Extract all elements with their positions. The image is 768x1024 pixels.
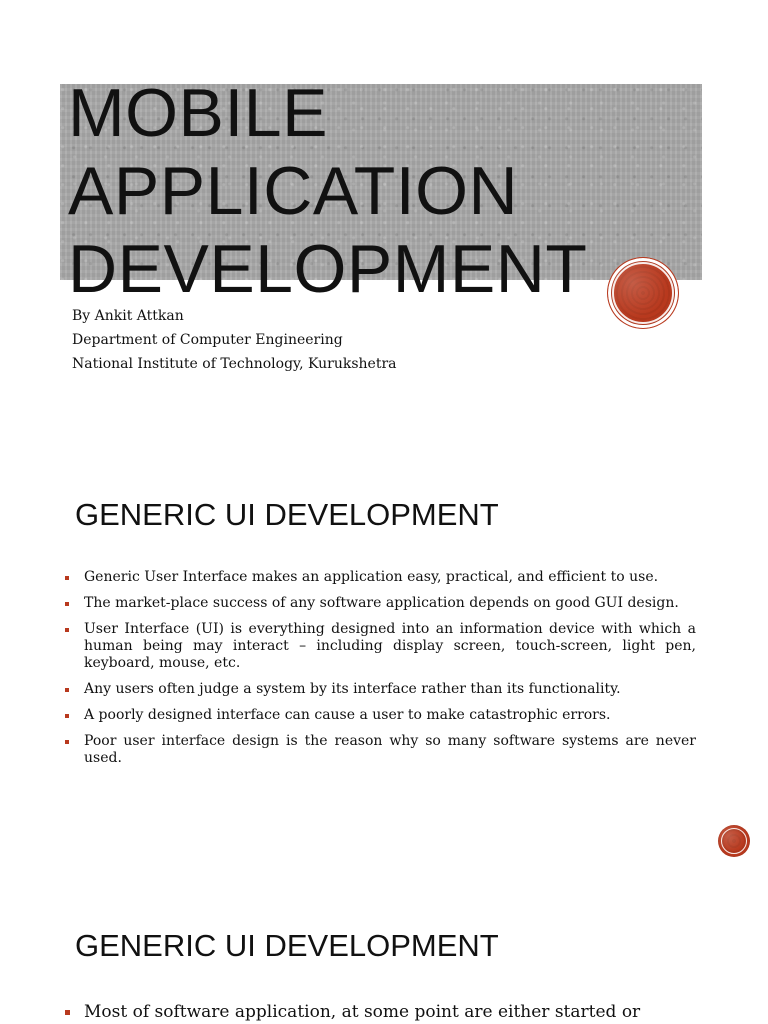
list-item: The market-place success of any software application depends on good GUI design. — [62, 595, 696, 612]
list-item: A poorly designed interface can cause a user to make catastrophic errors. — [62, 707, 696, 724]
list-item: Any users often judge a system by its interface rather than its functionality. — [62, 681, 696, 698]
author-byline — [72, 304, 397, 376]
main-title-line: DEVELOPMENT — [68, 231, 588, 307]
section-heading: GENERIC UI DEVELOPMENT — [75, 497, 499, 532]
main-title — [68, 74, 587, 308]
list-item: User Interface (UI) is everything designed into an information device with which a human being may interact – including display screen, touch-screen, light pen, keyboard, mouse, etc. — [62, 621, 696, 672]
list-item: Most of software application, at some point are either started or — [62, 1001, 696, 1023]
author-department: Department of Computer Engineering — [72, 332, 343, 348]
list-item: Poor user interface design is the reason why so many software systems are never used. — [62, 733, 696, 767]
bullet-list — [62, 569, 696, 776]
bullet-list — [62, 1001, 696, 1023]
author-institute: National Institute of Technology, Kurukshetra — [72, 356, 397, 372]
decorative-circle-icon — [718, 825, 750, 857]
main-title-line: APPLICATION — [68, 153, 519, 229]
main-title-line: MOBILE — [68, 75, 328, 151]
section-heading: GENERIC UI DEVELOPMENT — [75, 928, 499, 963]
author-name: By Ankit Attkan — [72, 308, 184, 324]
decorative-circle-icon — [608, 258, 678, 328]
list-item: Generic User Interface makes an application easy, practical, and efficient to use. — [62, 569, 696, 586]
